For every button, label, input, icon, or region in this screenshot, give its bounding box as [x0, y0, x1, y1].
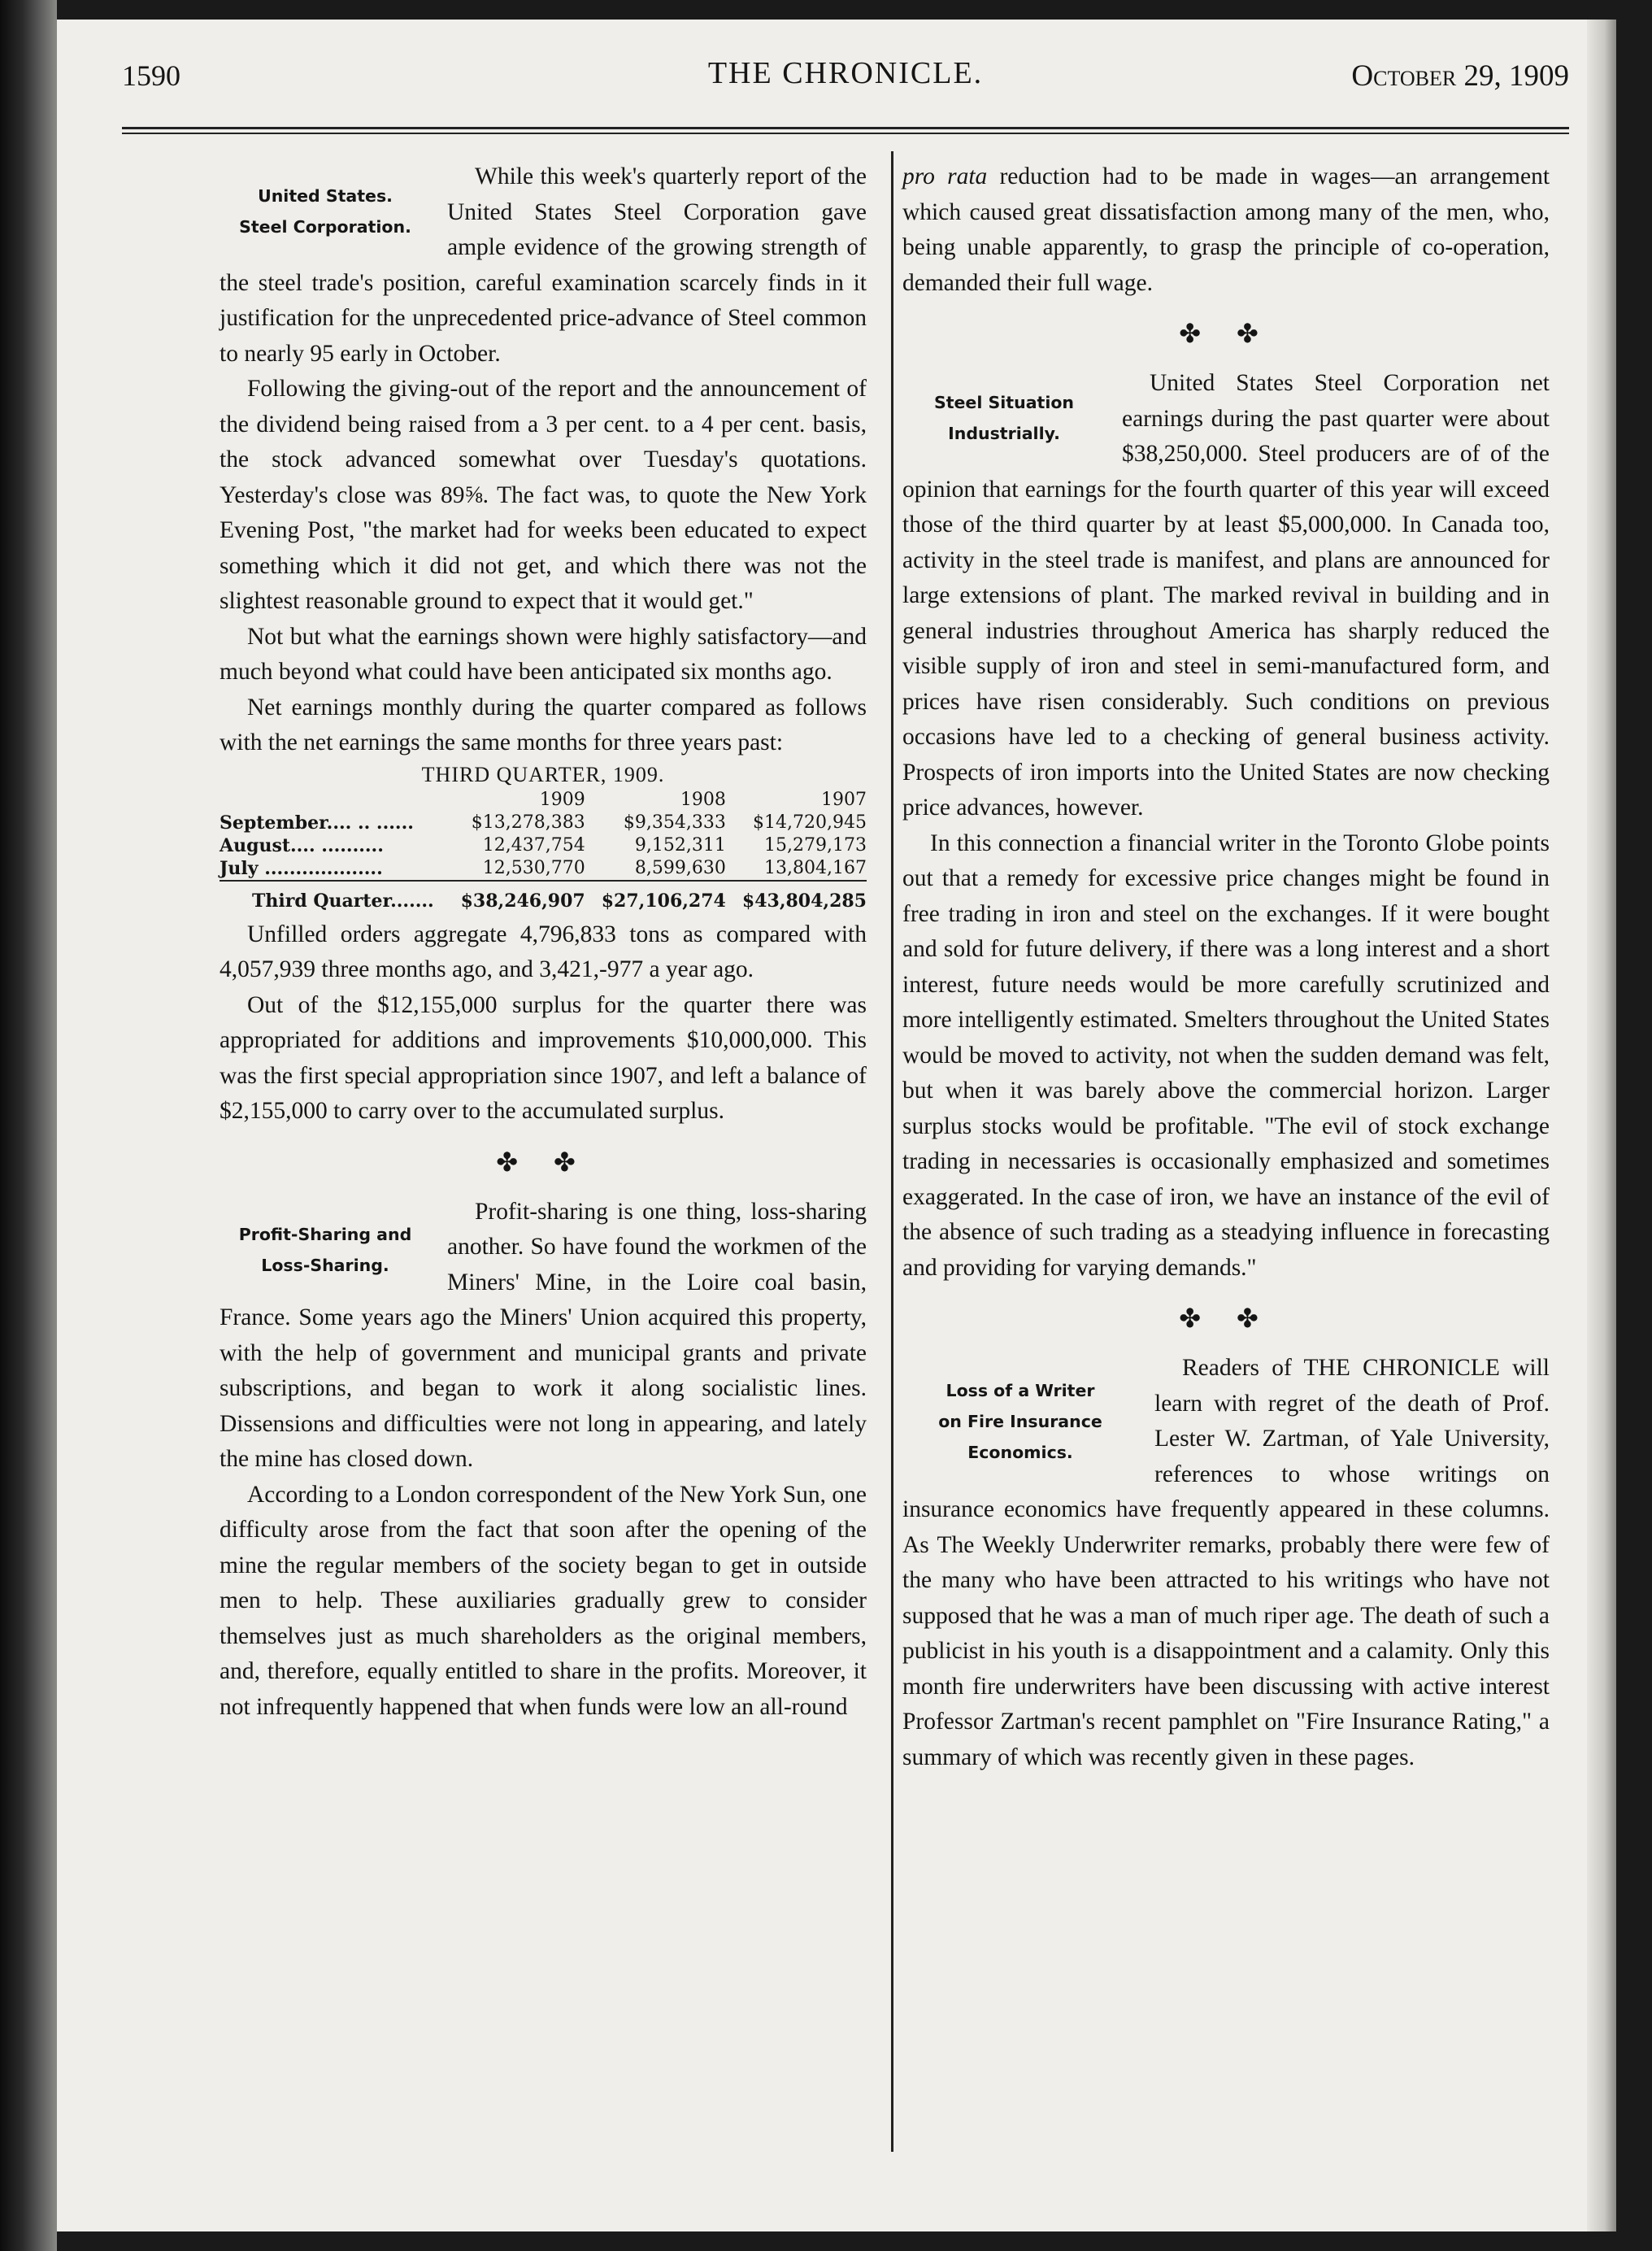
- paragraph: Net earnings monthly during the quarter compared as follows with the net earnings the same months for three years past:: [220, 694, 867, 755]
- sidenote-line: Steel Situation: [933, 393, 1075, 412]
- year-header: 1908: [680, 789, 726, 810]
- italic-text: pro rata: [902, 163, 988, 189]
- year-header: 1907: [821, 789, 867, 810]
- masthead-title: THE CHRONICLE.: [707, 56, 984, 90]
- page-number: 1590: [122, 59, 180, 92]
- ornament: ✤ ✤: [1179, 319, 1273, 348]
- cell: 15,279,173: [764, 834, 867, 856]
- cell: 9,152,311: [634, 834, 726, 856]
- table-corner: [220, 789, 445, 812]
- paragraph: While this week's quarterly report of the United States Steel Corporation gave ample evidence of the growing strength of the steel trade's position, careful examination scarcely finds in it justification for the unprecedented price-advance of Steel common to nearly 95 early in October.: [220, 163, 867, 367]
- sidenote-steel-situation: [902, 387, 1106, 449]
- cell: $13,278,383: [471, 812, 585, 833]
- row-label: August.... ..........: [220, 834, 384, 856]
- table-row: [220, 834, 867, 857]
- paragraph: Not but what the earnings shown were highly satisfactory—and much beyond what could have been anticipated six months ago.: [220, 623, 867, 685]
- earnings-table: [220, 761, 867, 912]
- sidenote-line: Industrially.: [948, 424, 1060, 443]
- paragraph: [902, 159, 1550, 301]
- ornament: ✤ ✤: [496, 1147, 590, 1177]
- sidenote-line: Loss of a Writer: [946, 1381, 1095, 1400]
- right-column: [902, 159, 1550, 1775]
- row-label: September.... .. ......: [220, 812, 414, 834]
- paragraph: Following the giving-out of the report and the announcement of the dividend being raised from a 3 per cent. to a 4 per cent. basis, the stock advanced somewhat over Tuesday's quotations. Yesterday's close was 89⅝. The fact was, to quote the New York Evening Post, "the market had for weeks been educated to expect something which it did not get, and which there was not the slightest reasonable ground to expect that it would get.": [220, 376, 867, 614]
- issue-date: October 29, 1909: [1351, 59, 1569, 93]
- cell: $14,720,945: [753, 812, 867, 833]
- table-row: [220, 857, 867, 881]
- header-rule-bottom: [122, 133, 1569, 134]
- sidenote-profit-sharing: [220, 1219, 431, 1281]
- cell: 8,599,630: [634, 857, 726, 878]
- sidenote-line: United States.: [258, 186, 393, 206]
- table-header-row: [220, 789, 867, 812]
- cell: 12,437,754: [482, 834, 585, 856]
- header-rule-top: [122, 127, 1569, 129]
- column-divider: [891, 151, 893, 2152]
- sidenote-line: Economics.: [967, 1443, 1073, 1462]
- cell: 12,530,770: [482, 857, 585, 878]
- cell: $9,354,333: [623, 812, 726, 833]
- sidenote-loss-of-writer: [902, 1375, 1138, 1468]
- cell: $43,804,285: [726, 881, 867, 912]
- page-header: [122, 56, 1569, 107]
- sidenote-line: Steel Corporation.: [239, 217, 411, 237]
- table-row: [220, 812, 867, 834]
- ornament: ✤ ✤: [1179, 1304, 1273, 1333]
- paragraph: Unfilled orders aggregate 4,796,833 tons as compared with 4,057,939 three months ago, and 3,421,-977 a year ago.: [220, 921, 867, 982]
- table-caption: THIRD QUARTER, 1909.: [421, 762, 665, 786]
- left-column: [220, 159, 867, 1725]
- table-total-row: [220, 881, 867, 912]
- paragraph: Profit-sharing is one thing, loss-sharing another. So have found the workmen of the Miners' Mine, in the Loire coal basin, France. Some years ago the Miners' Union acquired this property, with the help of government and municipal grants and private subscriptions, and began to work it along socialistic lines. Dissensions and difficulties were not long in appearing, and lately the mine has closed down.: [220, 1198, 867, 1472]
- paragraph: United States Steel Corporation net earnings during the past quarter were about $38,250,000. Steel producers are of of the opinion that earnings for the fourth quarter of this year will exceed those of the third quarter by at least $5,000,000. In Canada too, activity in the steel trade is manifest, and plans are announced for large extensions of plant. The marked revival in building and in general industries throughout America has sharply reduced the visible supply of iron and steel in semi-manufactured form, and prices have risen considerably. Such conditions on previous occasions have led to a checking of general business activity. Prospects of iron imports into the United States are now checking price advances, however.: [902, 370, 1550, 821]
- cell: 13,804,167: [764, 857, 867, 878]
- book-binding: [0, 0, 57, 2251]
- paragraph: In this connection a financial writer in the Toronto Globe points out that a remedy for excessive price changes might be found in free trading in iron and steel on the exchanges. If it were bought and sold for future delivery, if there was a long interest and a short interest, future needs would be more carefully scrutinized and more intelligently estimated. Smelters throughout the United States would be moved to activity, not when the sudden demand was felt, but when it was barely above the commercial horizon. Larger surplus stocks would be profitable. "The evil of stock exchange trading in necessaries is occasionally emphasized and sometimes exaggerated. In the case of iron, we have an instance of the evil of the absence of such trading as a steadying influence in forecasting and providing for varying demands.": [902, 829, 1550, 1281]
- sidenote-line: on Fire Insurance: [938, 1412, 1102, 1431]
- row-label: July ...................: [220, 857, 383, 879]
- sidenote-line: Profit-Sharing and: [238, 1224, 412, 1244]
- cell: $27,106,274: [585, 881, 726, 912]
- paragraph: Out of the $12,155,000 surplus for the quarter there was appropriated for additions and improvements $10,000,000. This was the first special appropriation since 1907, and left a balance of $2,155,000 to carry over to the accumulated surplus.: [220, 991, 867, 1124]
- paragraph: According to a London correspondent of the New York Sun, one difficulty arose from the fact that soon after the opening of the mine the regular members of the society began to get in outside men to help. These auxiliaries gradually grew to consider themselves just as much shareholders as the original members, and, therefore, equally entitled to share in the profits. Moreover, it not infrequently happened that when funds were low an all-round: [220, 1481, 867, 1720]
- row-label: Third Quarter.......: [220, 881, 445, 912]
- text: reduction had to be made in wages—an arrangement which caused great dissatisfaction among many of the men, who, being unable apparently, to grasp the principle of co-operation, demanded their full wage.: [902, 163, 1550, 296]
- sidenote-line: Loss-Sharing.: [261, 1255, 389, 1275]
- year-header: 1909: [539, 789, 585, 810]
- sidenote-us-steel: [220, 181, 431, 242]
- page-edge: [1587, 20, 1616, 2231]
- cell: $38,246,907: [445, 881, 585, 912]
- paragraph: Readers of THE CHRONICLE will learn with regret of the death of Prof. Lester W. Zartman, of Yale University, references to whose writings on insurance economics have frequently appeared in these columns. As The Weekly Underwriter remarks, probably there were few of the many who have been attracted to his writings who have not supposed that he was a man of much riper age. The death of such a publicist in his youth is a disappointment and a calamity. Only this month fire underwriters have been discussing with active interest Professor Zartman's recent pamphlet on "Fire Insurance Rating," a summary of which was recently given in these pages.: [902, 1355, 1550, 1770]
